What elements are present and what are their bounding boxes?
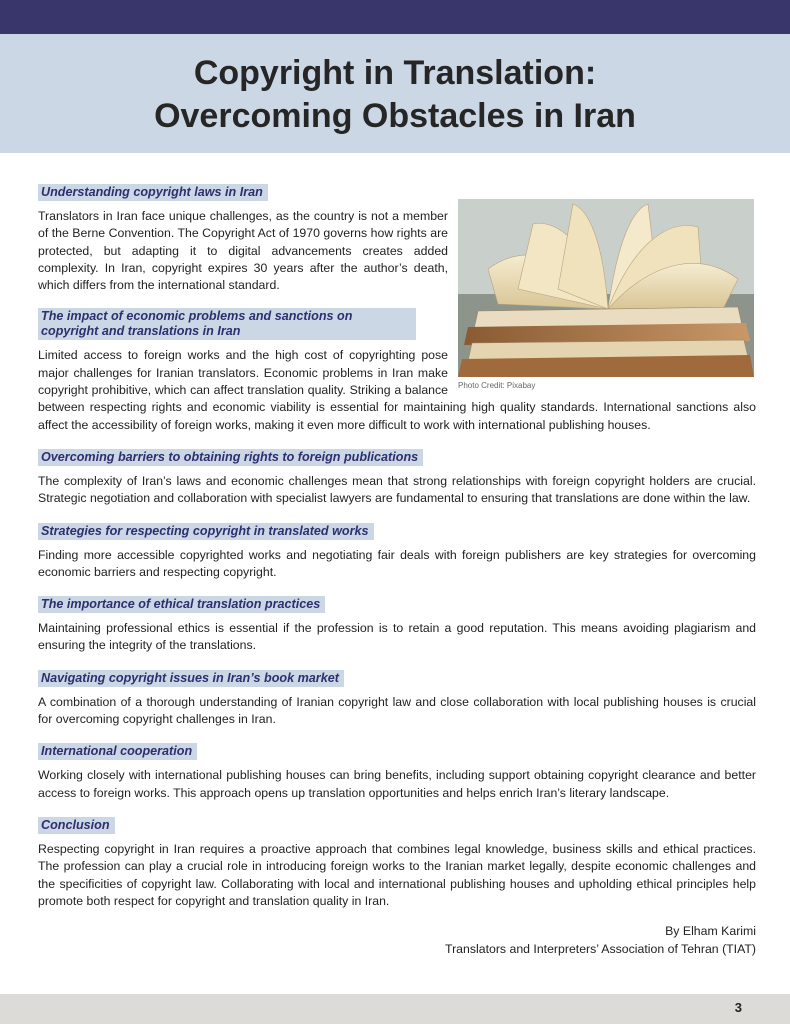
title-line-1: Copyright in Translation:: [193, 54, 597, 92]
photo-credit: Photo Credit: Pixabay: [458, 381, 536, 390]
section-heading: Understanding copyright laws in Iran: [38, 184, 268, 201]
section-heading: The impact of economic problems and sanctions on copyright and translations in Iran: [38, 308, 416, 340]
section-heading: Overcoming barriers to obtaining rights to foreign publications: [38, 449, 423, 466]
title-banner: [0, 34, 790, 153]
section-heading: Strategies for respecting copyright in translated works: [38, 523, 374, 540]
page-footer: [0, 994, 790, 1024]
author-name: By Elham Karimi: [665, 924, 756, 939]
page-title: [0, 34, 790, 138]
section-heading: International cooperation: [38, 743, 197, 760]
books-photo: [458, 199, 754, 377]
section-heading: Conclusion: [38, 817, 115, 834]
section-heading: Navigating copyright issues in Iran’s book market: [38, 670, 344, 687]
section-body: Maintaining professional ethics is essential if the profession is to retain a good reputation. This means avoiding plagiarism and ensuring the integrity of the translations.: [38, 621, 756, 653]
section-body: Limited access to foreign works and the high cost of copyrighting pose major challenges for Iranian translators. Economic problems in Iran make copyright prohibitive, which can affect translation quality. Striking a balance between respecting rights and economic viability is essential for maintaining high quality standards. International sanctions also affect the accessibility of foreign works, making it even more difficult to work with international publishing houses.: [38, 348, 756, 432]
books-illustration: [458, 199, 754, 377]
section-body: Respecting copyright in Iran requires a proactive approach that combines legal knowledge, business skills and ethical practices. The profession can play a crucial role in introducing foreign works to the Iranian market legally, despite economic challenges and the specificities of copyright law. Collaborating with local and international publishing houses and upholding ethical principles help promote both respect for copyright and translation quality in Iran.: [38, 841, 756, 908]
author-organization: Translators and Interpreters’ Association of Tehran (TIAT): [445, 942, 756, 957]
section-body: A combination of a thorough understanding of Iranian copyright law and close collaboration with local publishing houses is crucial for overcoming copyright challenges in Iran.: [38, 694, 756, 727]
article-body: [38, 183, 756, 958]
title-line-2: Overcoming Obstacles in Iran: [154, 97, 636, 135]
section-body: The complexity of Iran’s laws and economic challenges mean that strong relationships with foreign copyright holders are crucial. Strategic negotiation and collaboration with specialist lawyers are fundamental to ensuring that translations are done within the law.: [38, 473, 756, 506]
byline: [38, 922, 756, 958]
section-body: Translators in Iran face unique challenges, as the country is not a member of the Berne Convention. The Copyright Act of 1970 governs how rights are protected, but adapting it to digital advancements creates added complexity. In Iran, copyright expires 30 years after the author’s death, which differs from the international standard.: [38, 209, 448, 293]
page-number: 3: [734, 1000, 742, 1015]
top-bar: [0, 0, 790, 34]
section-body: Working closely with international publishing houses can bring benefits, including support obtaining copyright clearance and better access to foreign works. This approach opens up translation opportunities and helps enrich Iran’s literary landscape.: [38, 768, 756, 800]
photo-figure: [458, 199, 756, 390]
section-heading: The importance of ethical translation practices: [38, 596, 325, 613]
section-body: Finding more accessible copyrighted works and negotiating fair deals with foreign publishers are key strategies for overcoming economic barriers and respecting copyright.: [38, 547, 756, 579]
